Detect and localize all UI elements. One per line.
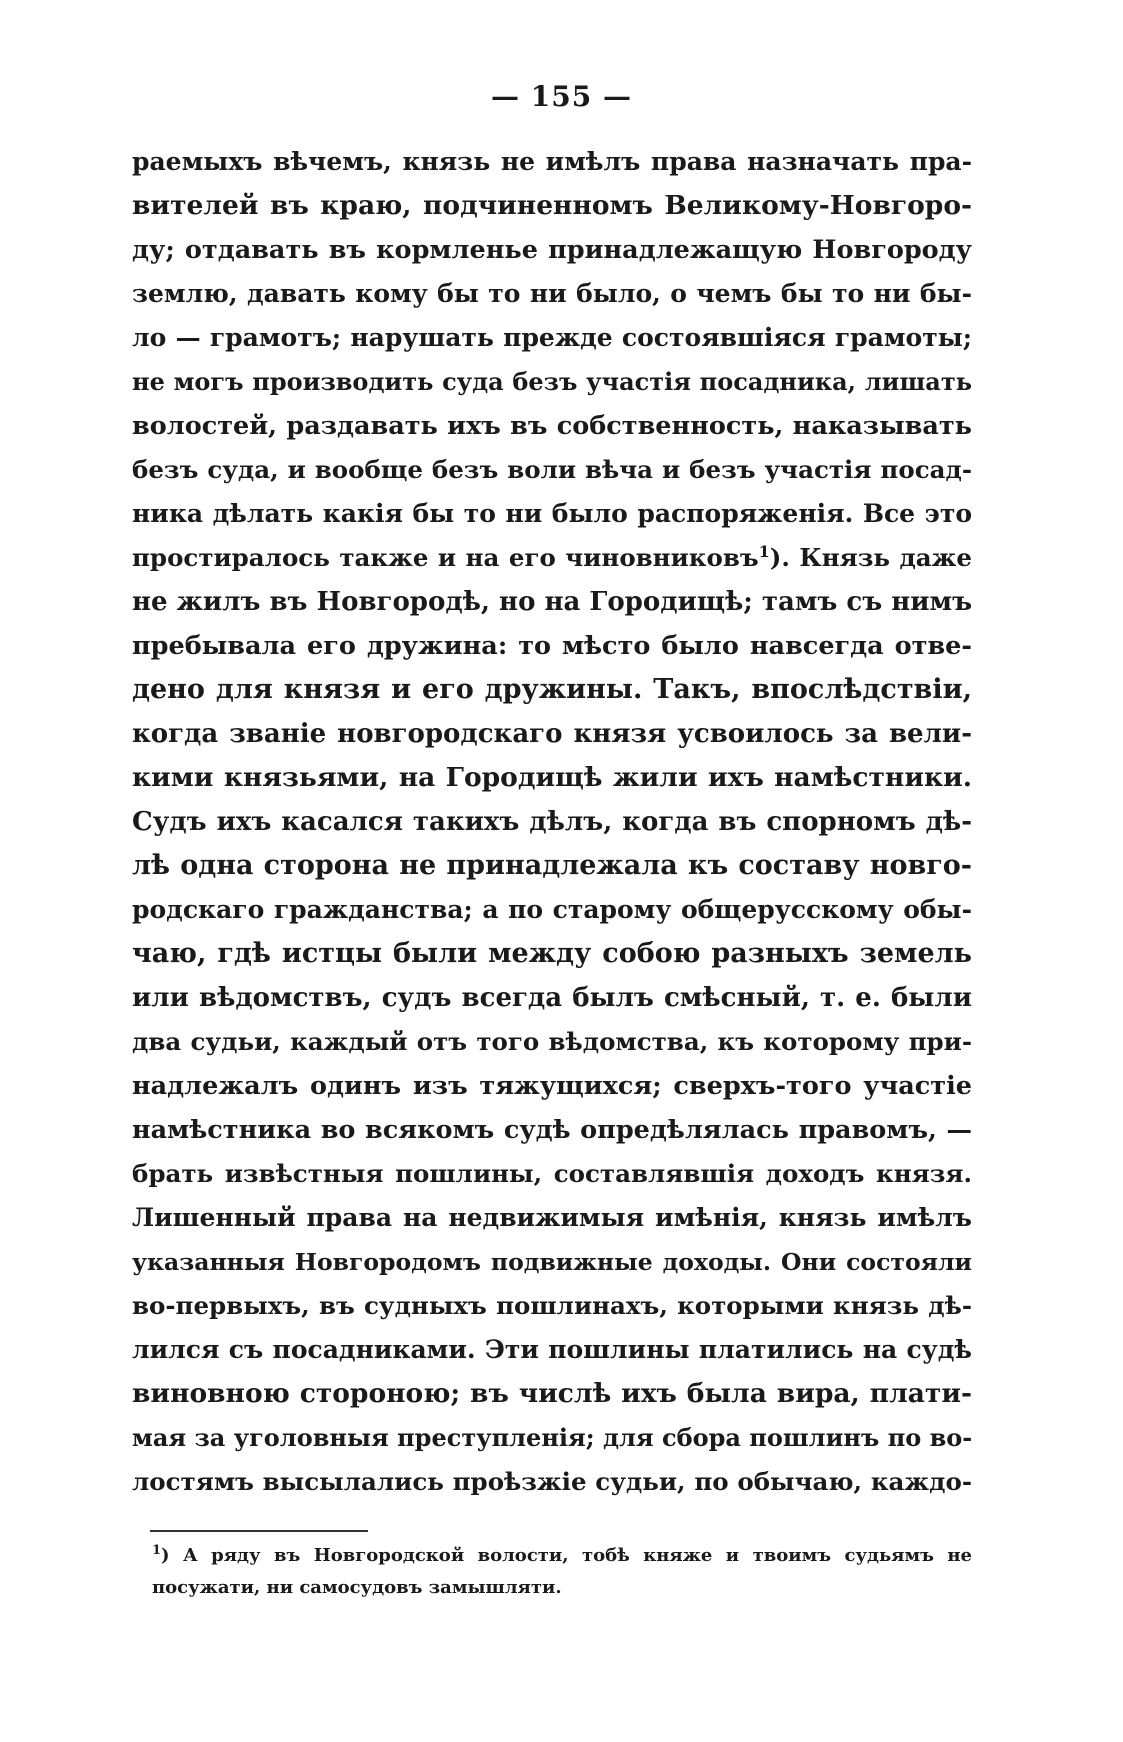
footnote-line: посужати, ни самосудовъ замышляти. (152, 1577, 562, 1598)
text-line: когда званіе новгородскаго князя усвоилось за вели- (132, 719, 972, 749)
footnote-divider (150, 1530, 368, 1532)
text-line: брать извѣстныя пошлины, составлявшія доходъ князя. (132, 1159, 972, 1188)
text-line: надлежалъ одинъ изъ тяжущихся; сверхъ-того участіе (132, 1071, 972, 1101)
footnote-line (152, 1540, 972, 1572)
text-line: не могъ производить суда безъ участія посадника, лишать (132, 367, 972, 396)
text-line: ду; отдавать въ кормленье принадлежащую Новгороду (132, 235, 972, 265)
text-line: Судъ ихъ касался такихъ дѣлъ, когда въ спорномъ дѣ- (132, 807, 972, 837)
text-line: лѣ одна сторона не принадлежала къ составу новго- (132, 850, 972, 881)
text-line-with-footnote-ref (132, 536, 972, 580)
text-line: не жилъ въ Новгородѣ, но на Городищѣ; тамъ съ нимъ (132, 587, 972, 617)
footnote-text: ) А ряду въ Новгородской волости, тобѣ княже и твоимъ судьямъ не (161, 1545, 972, 1566)
text-line: дено для князя и его дружины. Такъ, впослѣдствіи, (132, 674, 972, 705)
text-line: мая за уголовныя преступленія; для сбора пошлинъ по во- (132, 1423, 972, 1452)
text-line-head: простиралось также и на его чиновниковъ (132, 543, 759, 572)
text-line: Лишенный права на недвижимыя имѣнія, князь имѣлъ (132, 1203, 972, 1232)
text-line: намѣстника во всякомъ судѣ опредѣлялась правомъ, — (132, 1115, 972, 1145)
text-line: ло — грамотъ; нарушать прежде состоявшіяся грамоты; (132, 323, 972, 352)
text-line: ника дѣлать какія бы то ни было распоряженія. Все это (132, 499, 972, 528)
text-line: землю, давать кому бы то ни было, о чемъ бы то ни бы- (132, 279, 972, 308)
text-line: виновною стороною; въ числѣ ихъ была вира, плати- (132, 1378, 972, 1409)
text-line: раемыхъ вѣчемъ, князь не имѣлъ права назначать пра- (132, 147, 972, 176)
footnote-block (152, 1540, 972, 1604)
text-line: или вѣдомствъ, судъ всегда былъ смѣсный, т. е. были (132, 983, 972, 1013)
text-line: родскаго гражданства; а по старому общерусскому обы- (132, 895, 972, 924)
text-line: пребывала его дружина: то мѣсто было навсегда отве- (132, 631, 972, 661)
text-line: лился съ посадниками. Эти пошлины платились на судѣ (132, 1335, 972, 1364)
footnote-reference[interactable]: 1 (758, 541, 770, 561)
text-line: волостей, раздавать ихъ въ собственность, наказывать (132, 411, 972, 441)
text-line: безъ суда, и вообще безъ воли вѣча и безъ участія посад- (132, 455, 972, 484)
text-line-tail: ). Князь даже (769, 543, 972, 572)
text-line: вителей въ краю, подчиненномъ Великому-Новгоро- (132, 190, 972, 221)
text-line: указанныя Новгородомъ подвижные доходы. Они состояли (132, 1248, 972, 1276)
text-line: чаю, гдѣ истцы были между собою разныхъ земель (132, 938, 972, 969)
footnote-mark: 1 (152, 1543, 162, 1558)
text-line: лостямъ высылались проѣзжіе судьи, по обычаю, каждо- (132, 1467, 972, 1496)
page-number: — 155 — (491, 80, 632, 113)
text-line: два судьи, каждый отъ того вѣдомства, къ которому при- (132, 1027, 972, 1056)
text-line: кими князьями, на Городищѣ жили ихъ намѣстники. (132, 762, 972, 793)
body-text (132, 140, 972, 1504)
text-line: во-первыхъ, въ судныхъ пошлинахъ, которыми князь дѣ- (132, 1291, 972, 1320)
